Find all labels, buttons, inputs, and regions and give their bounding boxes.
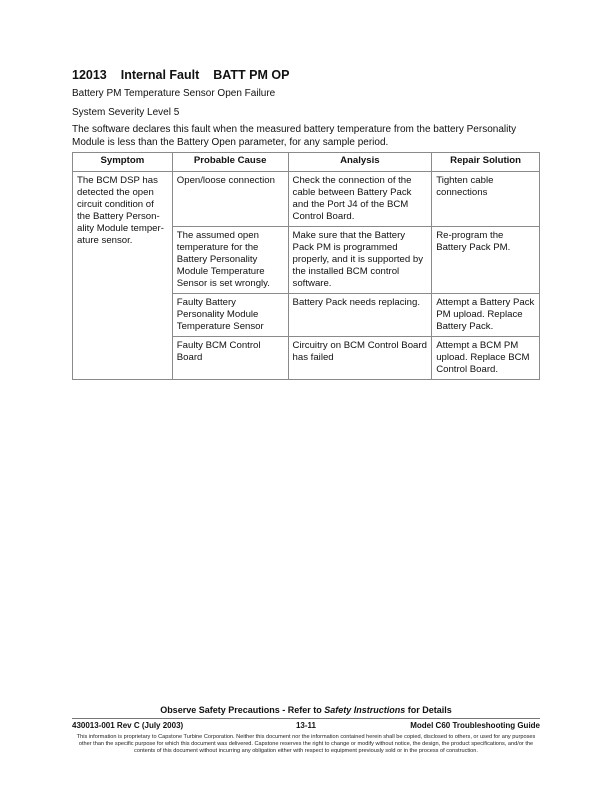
cause-cell: Faulty BCM Control Board — [172, 337, 288, 380]
page-number: 13-11 — [295, 721, 317, 730]
severity-level: System Severity Level 5 — [72, 107, 180, 118]
analysis-cell: Battery Pack needs replacing. — [288, 294, 432, 337]
cause-cell: Faulty Battery Personality Module Temperature Sensor — [172, 294, 288, 337]
safety-prefix: Observe Safety Precautions - Refer to — [160, 705, 325, 715]
header-analysis: Analysis — [288, 153, 432, 172]
symptom-cell: The BCM DSP has detected the open circuit condition of the Battery Person-ality Module temper-ature sensor. — [73, 172, 173, 380]
cause-cell: Open/loose connection — [172, 172, 288, 227]
solution-cell: Tighten cable connections — [432, 172, 540, 227]
proprietary-disclaimer: This information is proprietary to Capstone Turbine Corporation. Neither this document nor the information contained herein shall be copied, disclosed to others, or used for any purposes other than the specific purpose for which this document was delivered. Capstone reserves the right to change or modify without notice, the design, the product specifications, and/or the contents of this document without incurring any obligation either with respect to equipment previously sold or in the process of construction. — [76, 734, 536, 754]
header-symptom: Symptom — [73, 153, 173, 172]
cause-cell: The assumed open temperature for the Battery Personality Module Temperature Sensor is set wrongly. — [172, 227, 288, 294]
fault-subtitle: Battery PM Temperature Sensor Open Failure — [72, 88, 276, 99]
fault-title: Internal Fault — [120, 68, 200, 82]
document-number: 430013-001 Rev C (July 2003) — [72, 721, 184, 730]
fault-mnemonic: BATT PM OP — [213, 68, 290, 82]
header-probable-cause: Probable Cause — [172, 153, 288, 172]
analysis-cell: Check the connection of the cable between Battery Pack and the Port J4 of the BCM Control Board. — [288, 172, 432, 227]
solution-cell: Attempt a BCM PM upload. Replace BCM Control Board. — [432, 337, 540, 380]
table-header-row — [73, 153, 540, 172]
troubleshooting-table — [72, 152, 540, 380]
analysis-cell: Make sure that the Battery Pack PM is programmed properly, and it is supported by the installed BCM control software. — [288, 227, 432, 294]
guide-title: Model C60 Troubleshooting Guide — [410, 721, 540, 730]
solution-cell: Re-program the Battery Pack PM. — [432, 227, 540, 294]
safety-instructions-reference: Safety Instructions — [324, 705, 406, 715]
analysis-cell: Circuitry on BCM Control Board has failed — [288, 337, 432, 380]
fault-heading — [72, 68, 303, 82]
safety-notice — [0, 705, 612, 715]
table-row — [73, 172, 540, 227]
fault-description: The software declares this fault when the measured battery temperature from the battery Personality Module is less than the Battery Open parameter, for any sample period. — [72, 124, 517, 148]
header-repair-solution: Repair Solution — [432, 153, 540, 172]
fault-code: 12013 — [72, 68, 107, 82]
safety-suffix: for Details — [405, 705, 452, 715]
solution-cell: Attempt a Battery Pack PM upload. Replace Battery Pack. — [432, 294, 540, 337]
footer-divider — [72, 718, 540, 719]
